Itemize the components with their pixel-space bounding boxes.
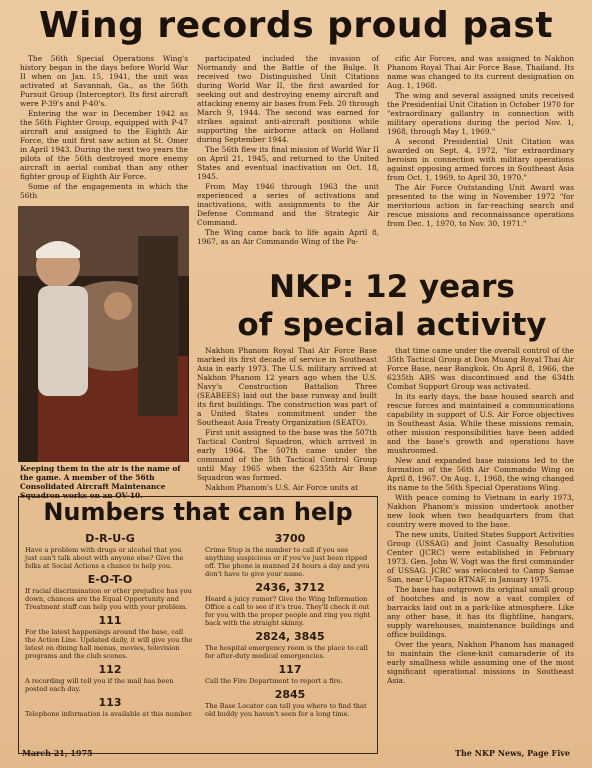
numbers-right-column	[205, 529, 375, 720]
nkp-article-title	[198, 268, 586, 344]
nkp-column-2	[387, 346, 574, 740]
paragraph: The Wing came back to life again April 8, 1967, as an Air Commando Wing of the Pa-	[197, 228, 379, 246]
paragraph: New and expanded base missions led to the formation of the 56th Air Commando Wing on April 8, 1967. On Aug. 1, 1968, the wing changed its name to the 56th Special Operations Wing.	[387, 456, 574, 492]
paragraph: First unit assigned to the base was the 507th Tactical Control Squadron, which arrived in early 1964. The 507th came under the command of the 5th Tactical Control Group until May 1965 when the 6235th Air Base Squadron was formed.	[197, 428, 377, 482]
headline: Wing records proud past	[38, 5, 554, 46]
paragraph: Over the years, Nakhon Phanom has managed to maintain the close-knit camaraderie of its early smallness while assuming one of the most significant operational missions in Southeast Asia.	[387, 640, 574, 685]
photo-illustration	[18, 206, 189, 462]
phone-description: For the latest happenings around the base, call the Action Line. Updated daily, it will give you the latest on dining hall menus, movies, television programs and the club scenes.	[25, 628, 193, 660]
phone-number: 113	[98, 696, 122, 709]
article-column-2	[197, 54, 379, 261]
nkp-title-line-2: of special activity	[237, 307, 547, 343]
paragraph: A second Presidential Unit Citation was awarded on Sept. 4, 1972, "for extraordinary heroism in connection with military operations against opposing armed forces in Southeast Asia from Oct. 1, 1969, to April 30, 1970."	[387, 137, 574, 182]
phone-number: 117	[278, 663, 302, 676]
paragraph: The 56th Special Operations Wing's history began in the days before World War II when on Jan. 15, 1941, the unit was activated at Savannah, Ga., as the 56th Pursuit Group (Interceptor). Its first aircraft were P-39's and P-40's.	[20, 54, 188, 108]
mechanic-photo	[18, 206, 189, 462]
paragraph: The 56th flew its final mission of World War II on April 21, 1945, and returned to the United States and eventual inactivation on Oct. 18, 1945.	[197, 145, 379, 181]
phone-description: Have a problem with drugs or alcohol that you just can't talk about with anyone else? Give the folks at Social Actions a chance to help you.	[25, 546, 184, 570]
article-column-3	[387, 54, 574, 261]
phone-description: Heard a juicy rumor? Give the Wing Information Office a call to see if it's true. They'll check it out for you with the proper people and ring you right back with the straight skinny.	[205, 595, 371, 627]
footer-page-label: The NKP News, Page Five	[455, 748, 570, 758]
phone-description: Telephone information is available at this number.	[25, 710, 193, 718]
nkp-title-line-1: NKP: 12 years	[269, 269, 515, 305]
phone-description: If racial discrimination or other prejudice has you down, chances are the Equal Opportunity and Treatment staff can help you with your problem.	[25, 587, 192, 611]
paragraph: In its early days, the base housed search and rescue forces and maintained a communications capability in support of U.S. Air Force objectives in Southeast Asia. While these missions remain, other mission responsibilities have been added and the base's growth and operations have mushroomed.	[387, 392, 574, 455]
paragraph: Nakhon Phanom's U.S. Air Force units at	[205, 483, 359, 492]
paragraph: participated included the invasion of Normandy and the Battle of the Bulge. It received two Distinguished Unit Citations during World War II, the first awarded for seeking out and destroying enemy aircraft and attacking enemy air bases from Feb. 20 through March 9, 1944. The second was earned for strikes against anti-aircraft positions while supporting the airborne attack on Holland during September 1944.	[197, 54, 379, 144]
paragraph: The base has outgrown its original small group of hootches and is now a vast complex of barracks laid out in a park-like atmosphere. Like any other base, it has its flightline, hangars, supply warehouses, maintenance buildings and office buildings.	[387, 585, 574, 639]
phone-number: E-O-T-O	[87, 573, 133, 586]
article-column-1	[20, 54, 188, 200]
phone-number: 2845	[274, 688, 306, 701]
paragraph: cific Air Forces, and was assigned to Nakhon Phanom Royal Thai Air Force Base, Thailand. Its name was changed to its current designation on Aug. 1, 1968.	[387, 54, 574, 90]
phone-number: 2824, 3845	[255, 630, 325, 643]
paragraph: The wing and several assigned units received the Presidential Unit Citation in October 1970 for "extraordinary gallantry in connection with military operations during the period Nov. 1, 1968, through May 1, 1969."	[387, 91, 574, 136]
paragraph: that time came under the overall control of the 35th Tactical Group at Don Muang Royal Thai Air Force Base, near Bangkok. On April 8, 1966, the 6235th ABS was discontinued and the 634th Combat Support Group was activated.	[387, 346, 574, 391]
phone-number: 2436, 3712	[255, 581, 325, 594]
paragraph: Some of the engagements in which the 56th	[20, 182, 188, 200]
numbers-left-column	[25, 529, 195, 720]
phone-number: 112	[98, 663, 122, 676]
phone-description: A recording will tell you if the mail has been posted each day.	[25, 677, 174, 693]
footer-date: March 21, 1975	[22, 748, 93, 758]
nkp-column-1	[197, 346, 377, 492]
paragraph: From May 1946 through 1963 the unit experienced a series of activations and inactivations, with assignments to the Air Defense Command and the Strategic Air Command.	[197, 182, 379, 227]
paragraph: Nakhon Phanom Royal Thai Air Force Base marked its first decade of service in Southeast Asia in early 1973. The U.S. military arrived at Nakhon Phanom 12 years ago when the U.S. Navy's Construction Battalion Three (SEABEES) laid out the base runway and built its first buildings. The construction was part of a United States commitment under the Southeast Asia Treaty Organization (SEATO).	[197, 346, 377, 427]
photo-caption: Keeping them in the air is the name of the game. A member of the 56th Consolidated Aircraft Maintenance Squadron works on an OV-10.	[20, 464, 181, 500]
paragraph: The new units, United States Support Activities Group (USSAG) and Joint Casualty Resolution Center (JCRC) were established in February 1973. Gen. John W. Vogt was the first commander of USSAG. JCRC was relocated to Camp Samae San, near U-Tapao RTNAF, in January 1975.	[387, 530, 574, 584]
numbers-box	[18, 496, 378, 754]
phone-description: The hospital emergency room is the place to call for after-duty medical emergencies.	[205, 644, 368, 660]
paragraph: Entering the war in December 1942 as the 56th Fighter Group, equipped with P-47 aircraft and assigned to the Eighth Air Force, the unit first saw action at St. Omer in April 1943. During the next two years the pilots of the 56th destroyed more enemy aircraft in aerial combat than any other fighter group of Eighth Air Force.	[20, 109, 188, 181]
phone-description: The Base Locator can tell you where to find that old buddy you haven't seen for a long time.	[205, 702, 367, 718]
phone-number: D-R-U-G	[85, 532, 135, 545]
phone-number: 3700	[274, 532, 306, 545]
paragraph: With peace coming to Vietnam in early 1973, Nakhon Phanom's mission undertook another new look when two headquarters from that country were moved to the base.	[387, 493, 574, 529]
phone-description: Call the Fire Department to report a fire.	[205, 677, 343, 685]
numbers-box-title: Numbers that can help	[43, 498, 353, 526]
phone-description: Crime Stop is the number to call if you see anything suspicious or if you've just been ripped off. The phone is manned 24 hours a day and you don't have to give your name.	[205, 546, 370, 578]
phone-number: 111	[98, 614, 122, 627]
paragraph: The Air Force Outstanding Unit Award was presented to the wing in November 1972 "for meritorious action in far-reaching search and rescue missions and reconnaissance operations from Dec. 1, 1970, to Nov. 30, 1971."	[387, 183, 574, 228]
